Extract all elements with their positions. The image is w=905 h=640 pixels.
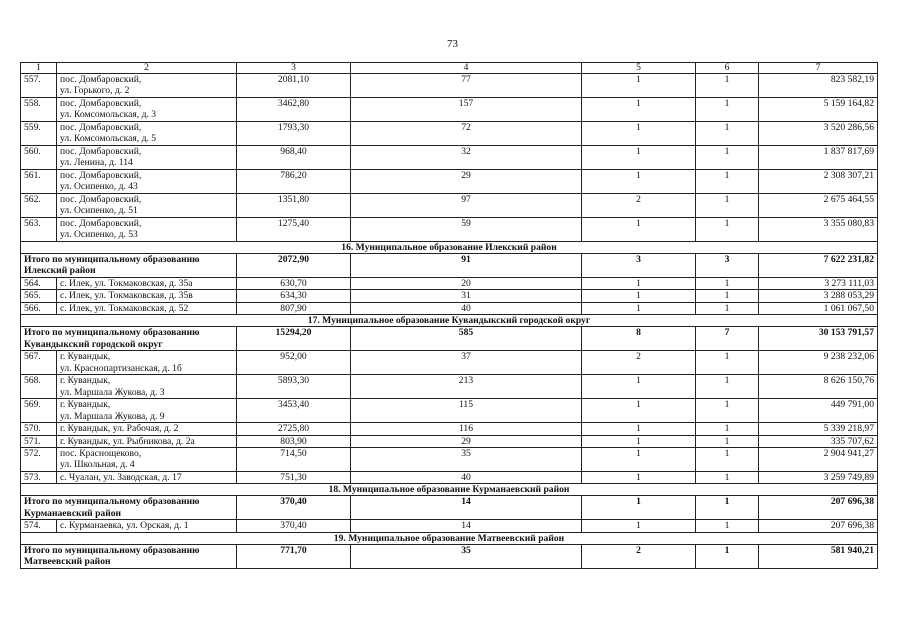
row-address xyxy=(57,435,237,447)
table-row xyxy=(21,399,878,423)
row-count-6: 1 xyxy=(696,472,759,484)
row-count-6: 1 xyxy=(696,375,759,399)
total-amount: 581 940,21 xyxy=(759,544,878,568)
row-count-6: 1 xyxy=(696,290,759,302)
cell-line: Итого по муниципальному образованию xyxy=(24,327,200,339)
section-title: 17. Муниципальное образование Кувандыкский городской округ xyxy=(21,315,878,327)
row-number: 567. xyxy=(21,351,57,375)
row-count-5: 1 xyxy=(582,122,696,146)
table-row xyxy=(21,218,878,242)
row-count-6: 1 xyxy=(696,435,759,447)
total-count-5: 1 xyxy=(582,496,696,520)
row-address xyxy=(57,278,237,290)
table-row xyxy=(21,423,878,435)
row-count-6: 1 xyxy=(696,278,759,290)
row-residents: 31 xyxy=(351,290,582,302)
cell-line: г. Кувандык, xyxy=(60,375,111,387)
row-area: 3453,40 xyxy=(237,399,351,423)
column-header: 7 xyxy=(759,63,878,74)
row-residents: 29 xyxy=(351,170,582,194)
row-amount: 3 355 080,83 xyxy=(759,218,878,242)
row-residents: 14 xyxy=(351,520,582,532)
row-count-5: 1 xyxy=(582,302,696,314)
row-count-5: 1 xyxy=(582,74,696,98)
row-area: 1275,40 xyxy=(237,218,351,242)
row-number: 572. xyxy=(21,448,57,472)
row-residents: 32 xyxy=(351,146,582,170)
section-heading-row xyxy=(21,315,878,327)
row-address xyxy=(57,399,237,423)
cell-line: ул. Ленина, д. 114 xyxy=(60,157,133,169)
cell-line: ул. Комсомольская, д. 5 xyxy=(60,133,157,145)
row-area: 370,40 xyxy=(237,520,351,532)
page-number: 73 xyxy=(447,38,458,50)
total-count-6: 7 xyxy=(696,327,759,351)
cell-line: ул. Осипенко, д. 43 xyxy=(60,181,138,193)
cell-line: г. Кувандык, xyxy=(60,351,111,363)
row-number: 560. xyxy=(21,146,57,170)
cell-line: г. Кувандык, ул. Рыбникова, д. 2а xyxy=(60,435,195,447)
table-row xyxy=(21,448,878,472)
cell-line: пос. Домбаровский, xyxy=(60,146,142,157)
row-amount: 1 837 817,69 xyxy=(759,146,878,170)
row-count-6: 1 xyxy=(696,520,759,532)
row-count-5: 1 xyxy=(582,218,696,242)
row-count-5: 1 xyxy=(582,278,696,290)
row-number: 569. xyxy=(21,399,57,423)
row-amount: 3 273 111,03 xyxy=(759,278,878,290)
table-row xyxy=(21,351,878,375)
row-count-6: 1 xyxy=(696,423,759,435)
row-count-5: 2 xyxy=(582,194,696,218)
total-amount: 7 622 231,82 xyxy=(759,254,878,278)
column-header: 3 xyxy=(237,63,351,74)
cell-line: пос. Домбаровский, xyxy=(60,98,142,109)
cell-line: с. Курманаевка, ул. Орская, д. 1 xyxy=(60,520,189,532)
cell-line: ул. Осипенко, д. 53 xyxy=(60,229,138,241)
row-residents: 35 xyxy=(351,448,582,472)
cell-line: с. Илек, ул. Токмаковская, д. 35в xyxy=(60,290,193,302)
row-count-5: 1 xyxy=(582,290,696,302)
row-address xyxy=(57,218,237,242)
row-residents: 77 xyxy=(351,74,582,98)
row-amount: 823 582,19 xyxy=(759,74,878,98)
row-address xyxy=(57,351,237,375)
total-area: 771,70 xyxy=(237,544,351,568)
total-count-6: 1 xyxy=(696,544,759,568)
row-address xyxy=(57,122,237,146)
row-count-6: 1 xyxy=(696,74,759,98)
row-amount: 1 061 067,50 xyxy=(759,302,878,314)
row-address xyxy=(57,194,237,218)
total-label xyxy=(21,544,237,568)
cell-line: пос. Домбаровский, xyxy=(60,170,142,181)
row-area: 968,40 xyxy=(237,146,351,170)
row-residents: 116 xyxy=(351,423,582,435)
cell-line: Итого по муниципальному образованию xyxy=(24,544,200,556)
table-row xyxy=(21,170,878,194)
row-count-6: 1 xyxy=(696,302,759,314)
row-area: 1793,30 xyxy=(237,122,351,146)
row-residents: 213 xyxy=(351,375,582,399)
row-residents: 97 xyxy=(351,194,582,218)
total-row xyxy=(21,327,878,351)
row-count-5: 1 xyxy=(582,435,696,447)
table-row xyxy=(21,302,878,314)
cell-line: г. Кувандык, xyxy=(60,399,111,411)
total-area: 370,40 xyxy=(237,496,351,520)
row-number: 557. xyxy=(21,74,57,98)
column-header-row xyxy=(21,63,878,74)
row-residents: 157 xyxy=(351,98,582,122)
row-address xyxy=(57,423,237,435)
row-area: 803,90 xyxy=(237,435,351,447)
row-count-5: 1 xyxy=(582,520,696,532)
table-row xyxy=(21,146,878,170)
row-count-5: 1 xyxy=(582,472,696,484)
cell-line: ул. Школьная, д. 4 xyxy=(60,459,135,471)
row-address xyxy=(57,74,237,98)
row-residents: 37 xyxy=(351,351,582,375)
row-amount: 5 159 164,82 xyxy=(759,98,878,122)
table-row xyxy=(21,122,878,146)
total-row xyxy=(21,254,878,278)
row-address xyxy=(57,146,237,170)
row-count-5: 1 xyxy=(582,170,696,194)
total-residents: 35 xyxy=(351,544,582,568)
table-row xyxy=(21,74,878,98)
row-count-5: 1 xyxy=(582,399,696,423)
row-residents: 115 xyxy=(351,399,582,423)
total-count-6: 3 xyxy=(696,254,759,278)
row-count-6: 1 xyxy=(696,399,759,423)
total-count-5: 2 xyxy=(582,544,696,568)
row-amount: 3 520 286,56 xyxy=(759,122,878,146)
total-residents: 14 xyxy=(351,496,582,520)
row-area: 5893,30 xyxy=(237,375,351,399)
column-header: 6 xyxy=(696,63,759,74)
section-title: 16. Муниципальное образование Илекский район xyxy=(21,242,878,254)
row-area: 2725,80 xyxy=(237,423,351,435)
section-title: 19. Муниципальное образование Матвеевский район xyxy=(21,532,878,544)
column-header: 5 xyxy=(582,63,696,74)
cell-line: Итого по муниципальному образованию xyxy=(24,496,200,508)
total-residents: 585 xyxy=(351,327,582,351)
cell-line: пос. Домбаровский, xyxy=(60,218,142,229)
row-count-6: 1 xyxy=(696,122,759,146)
row-number: 565. xyxy=(21,290,57,302)
row-number: 564. xyxy=(21,278,57,290)
total-label xyxy=(21,496,237,520)
row-address xyxy=(57,520,237,532)
row-amount: 5 339 218,97 xyxy=(759,423,878,435)
row-count-6: 1 xyxy=(696,146,759,170)
row-number: 574. xyxy=(21,520,57,532)
row-area: 952,00 xyxy=(237,351,351,375)
cell-line: Илекский район xyxy=(24,265,96,277)
cell-line: пос. Домбаровский, xyxy=(60,122,142,133)
total-row xyxy=(21,496,878,520)
cell-line: ул. Маршала Жукова, д. 9 xyxy=(60,410,165,422)
table-row xyxy=(21,375,878,399)
row-amount: 9 238 232,06 xyxy=(759,351,878,375)
total-area: 15294,20 xyxy=(237,327,351,351)
table-row xyxy=(21,472,878,484)
row-count-5: 2 xyxy=(582,351,696,375)
total-row xyxy=(21,544,878,568)
row-area: 786,20 xyxy=(237,170,351,194)
cell-line: пос. Краснощеково, xyxy=(60,448,142,460)
row-count-5: 1 xyxy=(582,448,696,472)
row-count-5: 1 xyxy=(582,98,696,122)
row-area: 634,30 xyxy=(237,290,351,302)
row-area: 751,30 xyxy=(237,472,351,484)
row-amount: 2 675 464,55 xyxy=(759,194,878,218)
row-amount: 2 904 941,27 xyxy=(759,448,878,472)
row-count-5: 1 xyxy=(582,146,696,170)
row-address xyxy=(57,170,237,194)
row-area: 3462,80 xyxy=(237,98,351,122)
row-residents: 59 xyxy=(351,218,582,242)
row-count-5: 1 xyxy=(582,375,696,399)
total-amount: 30 153 791,57 xyxy=(759,327,878,351)
row-address xyxy=(57,98,237,122)
cell-line: Матвеевский район xyxy=(24,556,111,568)
column-header: 1 xyxy=(21,63,57,74)
total-amount: 207 696,38 xyxy=(759,496,878,520)
table-row xyxy=(21,278,878,290)
row-count-6: 1 xyxy=(696,218,759,242)
cell-line: с. Илек, ул. Токмаковская, д. 52 xyxy=(60,302,189,314)
register-table xyxy=(20,62,878,569)
row-address xyxy=(57,290,237,302)
row-count-6: 1 xyxy=(696,448,759,472)
cell-line: ул. Краснопартизанская, д. 1б xyxy=(60,362,182,374)
row-address xyxy=(57,375,237,399)
row-residents: 72 xyxy=(351,122,582,146)
row-number: 568. xyxy=(21,375,57,399)
row-count-6: 1 xyxy=(696,170,759,194)
row-amount: 2 308 307,21 xyxy=(759,170,878,194)
row-number: 558. xyxy=(21,98,57,122)
cell-line: с. Чуалан, ул. Заводская, д. 17 xyxy=(60,472,182,484)
table-row xyxy=(21,98,878,122)
cell-line: ул. Горького, д. 2 xyxy=(60,85,130,97)
row-amount: 335 707,62 xyxy=(759,435,878,447)
row-count-6: 1 xyxy=(696,194,759,218)
total-residents: 91 xyxy=(351,254,582,278)
cell-line: пос. Домбаровский, xyxy=(60,194,142,205)
row-number: 573. xyxy=(21,472,57,484)
row-number: 562. xyxy=(21,194,57,218)
row-count-5: 1 xyxy=(582,423,696,435)
row-number: 566. xyxy=(21,302,57,314)
total-label xyxy=(21,327,237,351)
table-row xyxy=(21,435,878,447)
cell-line: ул. Маршала Жукова, д. 3 xyxy=(60,386,165,398)
row-amount: 8 626 150,76 xyxy=(759,375,878,399)
row-residents: 20 xyxy=(351,278,582,290)
row-address xyxy=(57,472,237,484)
table-row xyxy=(21,194,878,218)
row-area: 807,90 xyxy=(237,302,351,314)
total-count-5: 8 xyxy=(582,327,696,351)
row-number: 559. xyxy=(21,122,57,146)
cell-line: Кувандыкский городской округ xyxy=(24,338,163,350)
row-residents: 40 xyxy=(351,302,582,314)
cell-line: г. Кувандык, ул. Рабочая, д. 2 xyxy=(60,423,179,435)
cell-line: Итого по муниципальному образованию xyxy=(24,254,200,265)
row-count-6: 1 xyxy=(696,351,759,375)
row-area: 630,70 xyxy=(237,278,351,290)
row-residents: 40 xyxy=(351,472,582,484)
total-count-5: 3 xyxy=(582,254,696,278)
row-number: 561. xyxy=(21,170,57,194)
row-amount: 207 696,38 xyxy=(759,520,878,532)
section-heading-row xyxy=(21,484,878,496)
row-number: 570. xyxy=(21,423,57,435)
row-address xyxy=(57,448,237,472)
cell-line: ул. Комсомольская, д. 3 xyxy=(60,109,157,121)
cell-line: пос. Домбаровский, xyxy=(60,74,142,85)
table-row xyxy=(21,290,878,302)
row-residents: 29 xyxy=(351,435,582,447)
row-number: 571. xyxy=(21,435,57,447)
column-header: 2 xyxy=(57,63,237,74)
row-area: 1351,80 xyxy=(237,194,351,218)
row-area: 2081,10 xyxy=(237,74,351,98)
row-amount: 3 259 749,89 xyxy=(759,472,878,484)
section-title: 18. Муниципальное образование Курманаевский район xyxy=(21,484,878,496)
total-count-6: 1 xyxy=(696,496,759,520)
section-heading-row xyxy=(21,532,878,544)
cell-line: с. Илек, ул. Токмаковская, д. 35а xyxy=(60,278,193,289)
row-address xyxy=(57,302,237,314)
total-label xyxy=(21,254,237,278)
row-amount: 449 791,00 xyxy=(759,399,878,423)
column-header: 4 xyxy=(351,63,582,74)
register-table-body xyxy=(21,63,878,569)
row-area: 714,50 xyxy=(237,448,351,472)
cell-line: Курманаевский район xyxy=(24,507,122,519)
row-count-6: 1 xyxy=(696,98,759,122)
section-heading-row xyxy=(21,242,878,254)
total-area: 2072,90 xyxy=(237,254,351,278)
row-amount: 3 288 053,29 xyxy=(759,290,878,302)
row-number: 563. xyxy=(21,218,57,242)
table-row xyxy=(21,520,878,532)
cell-line: ул. Осипенко, д. 51 xyxy=(60,205,138,217)
